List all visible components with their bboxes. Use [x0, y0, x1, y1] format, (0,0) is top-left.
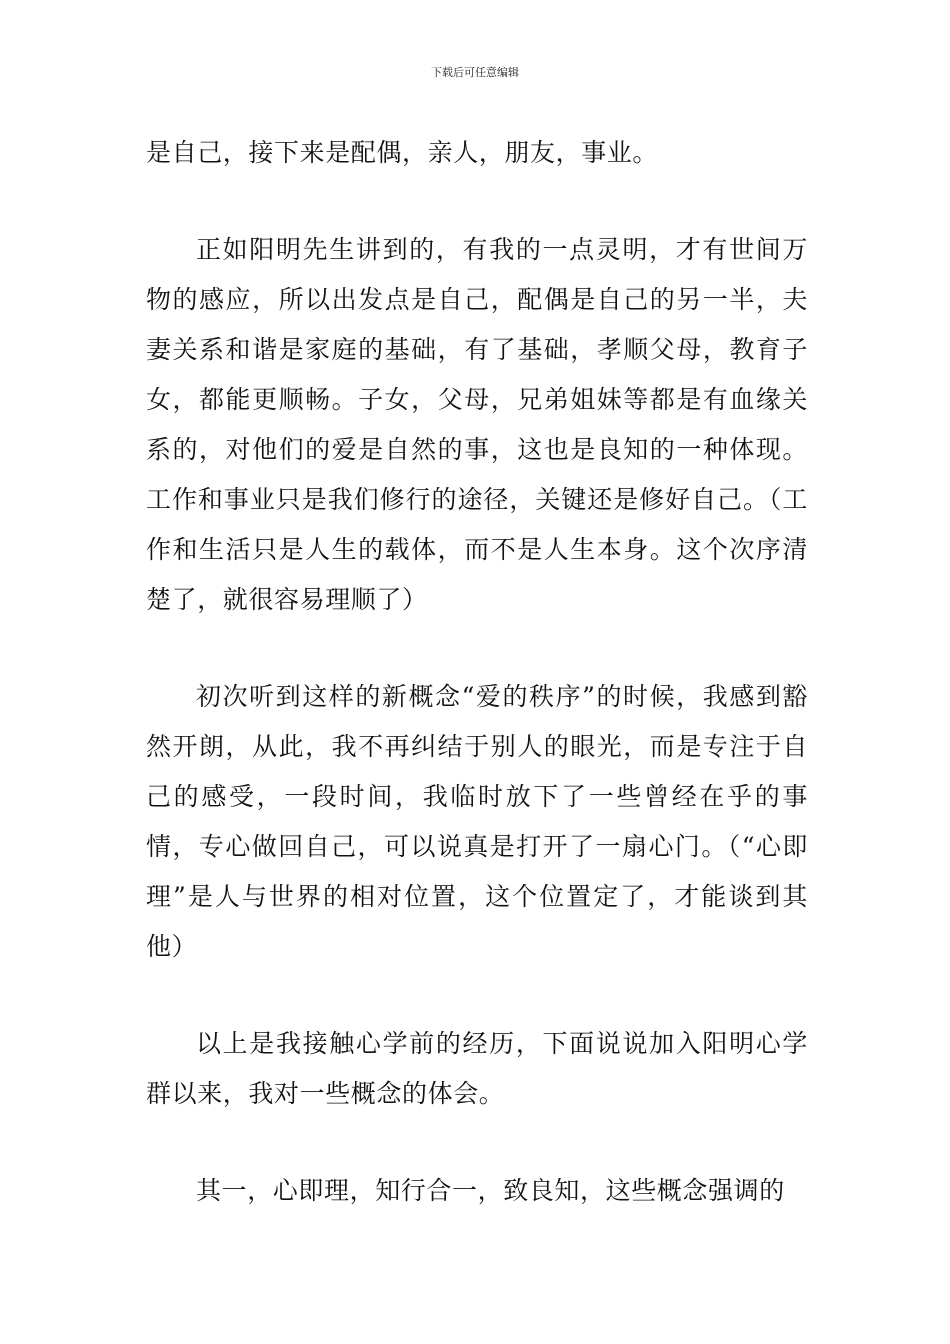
- paragraph-gap: [146, 1119, 808, 1166]
- paragraph-gap: [146, 972, 808, 1019]
- paragraph: 初次听到这样的新概念“爱的秩序”的时候，我感到豁然开朗，从此，我不再纠结于别人的眼光，而是专注于自己的感受，一段时间，我临时放下了一些曾经在乎的事情，专心做回自己，可以说真是打开了一扇心门。（“心即理”是人与世界的相对位置，这个位置定了，才能谈到其他）: [146, 682, 808, 961]
- paragraph-gap: [146, 178, 808, 225]
- header-note: 下载后可任意编辑: [431, 66, 519, 79]
- paragraph: 其一，心即理，知行合一，致良知，这些概念强调的: [196, 1176, 785, 1205]
- document-body: [146, 128, 808, 1216]
- paragraph-gap: [146, 625, 808, 672]
- paragraph: 正如阳明先生讲到的，有我的一点灵明，才有世间万物的感应，所以出发点是自己，配偶是自己的另一半，夫妻关系和谐是家庭的基础，有了基础，孝顺父母，教育子女，都能更顺畅。子女，父母，兄弟姐妹等都是有血缘关系的，对他们的爱是自然的事，这也是良知的一种体现。工作和事业只是我们修行的途径，关键还是修好自己。（工作和生活只是人生的载体，而不是人生本身。这个次序清楚了，就很容易理顺了）: [146, 235, 808, 614]
- paragraph: 以上是我接触心学前的经历，下面说说加入阳明心学群以来，我对一些概念的体会。: [146, 1029, 808, 1108]
- paragraph: 是自己，接下来是配偶，亲人，朋友，事业。: [146, 138, 659, 167]
